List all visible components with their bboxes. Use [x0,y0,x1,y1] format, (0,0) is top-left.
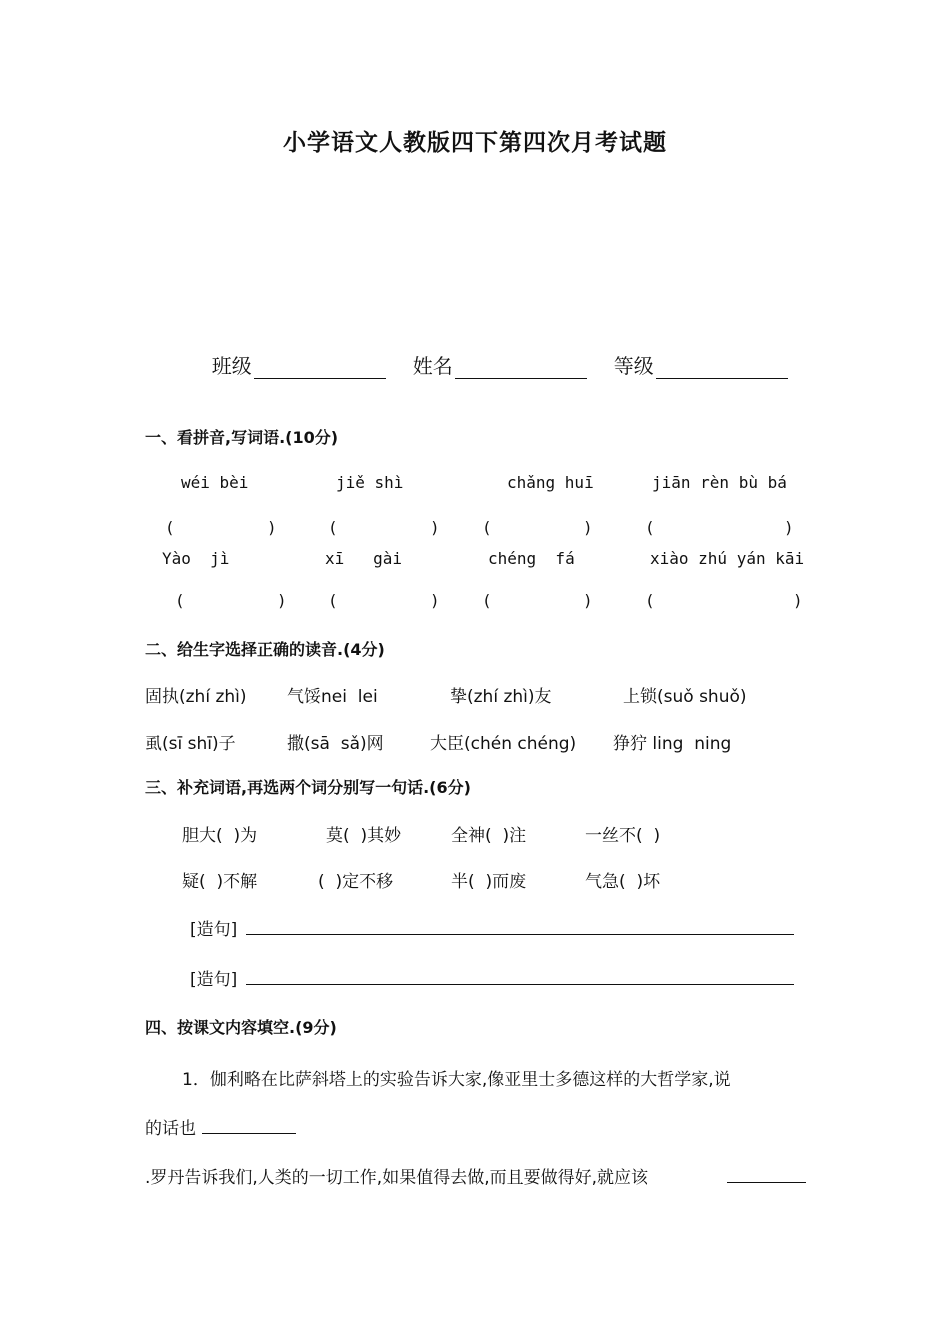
answer-open-5: ( [175,591,185,610]
section-4-heading: 四、按课文内容填空.(9分) [145,1018,337,1037]
pinyin-5: Yào jì [162,549,230,568]
sentence-label-2: [造句] [190,970,238,990]
sentence-blank-1[interactable] [246,934,794,935]
idiom-2: 莫( )其妙 [326,826,402,846]
pinyin-4: jiān rèn bù bá [652,473,787,492]
idiom-4: 一丝不( ) [585,826,661,846]
answer-close-2: ) [430,518,440,537]
question-1-line-2: 的话也 [145,1119,196,1139]
pinyin-8: xiào zhú yán kāi [650,549,805,568]
pinyin-6: xī gài [325,549,403,568]
answer-close-4: ) [784,518,794,537]
question-1-line-1: 1．伽利略在比萨斜塔上的实验告诉大家,像亚里士多德这样的大哲学家,说 [182,1070,731,1090]
reading-item-7: 大臣(chén chéng) [430,734,577,754]
answer-open-7: ( [482,591,492,610]
class-blank[interactable] [254,356,386,379]
question-1-blank[interactable] [202,1133,296,1134]
pinyin-3: chǎng huī [507,473,594,492]
answer-close-8: ) [793,591,803,610]
answer-open-4: ( [645,518,655,537]
sentence-label-1: [造句] [190,920,238,940]
answer-close-6: ) [430,591,440,610]
idiom-3: 全神( )注 [451,826,527,846]
grade-label: 等级 [613,354,654,378]
class-field [199,326,386,379]
idiom-5: 疑( )不解 [182,872,258,892]
idiom-8: 气急( )坏 [585,872,661,892]
answer-open-2: ( [328,518,338,537]
reading-item-3: 挚(zhí zhì)友 [450,687,552,707]
answer-open-3: ( [482,518,492,537]
name-field [400,326,587,379]
reading-item-8: 狰狞 ling ning [613,734,732,754]
class-label: 班级 [211,354,252,378]
answer-close-5: ) [277,591,287,610]
answer-open-1: ( [165,518,175,537]
answer-close-7: ) [583,591,593,610]
pinyin-1: wéi bèi [181,473,249,492]
pinyin-7: chéng fá [488,549,575,568]
idiom-7: 半( )而废 [451,872,527,892]
pinyin-2: jiě shì [336,473,404,492]
reading-item-4: 上锁(suǒ shuǒ) [623,687,747,707]
idiom-6: ( )定不移 [318,872,394,892]
sentence-blank-2[interactable] [246,984,794,985]
name-blank[interactable] [455,356,587,379]
grade-field [601,326,788,379]
reading-item-2: 气馁nei lei [287,687,378,707]
question-2: .罗丹告诉我们,人类的一切工作,如果值得去做,而且要做得好,就应该 [145,1168,649,1188]
reading-item-6: 撒(sā sǎ)网 [287,734,384,754]
answer-close-3: ) [583,518,593,537]
idiom-1: 胆大( )为 [182,826,258,846]
answer-open-8: ( [645,591,655,610]
section-1-heading: 一、看拼音,写词语.(10分) [145,428,339,447]
reading-item-1: 固执(zhí zhì) [145,687,247,707]
grade-blank[interactable] [656,356,788,379]
question-2-blank[interactable] [727,1182,806,1183]
reading-item-5: 虱(sī shī)子 [145,734,236,754]
answer-open-6: ( [328,591,338,610]
name-label: 姓名 [412,354,453,378]
section-3-heading: 三、补充词语,再选两个词分别写一句话.(6分) [145,778,471,797]
answer-close-1: ) [267,518,277,537]
section-2-heading: 二、给生字选择正确的读音.(4分) [145,640,385,659]
page-title: 小学语文人教版四下第四次月考试题 [283,129,667,156]
